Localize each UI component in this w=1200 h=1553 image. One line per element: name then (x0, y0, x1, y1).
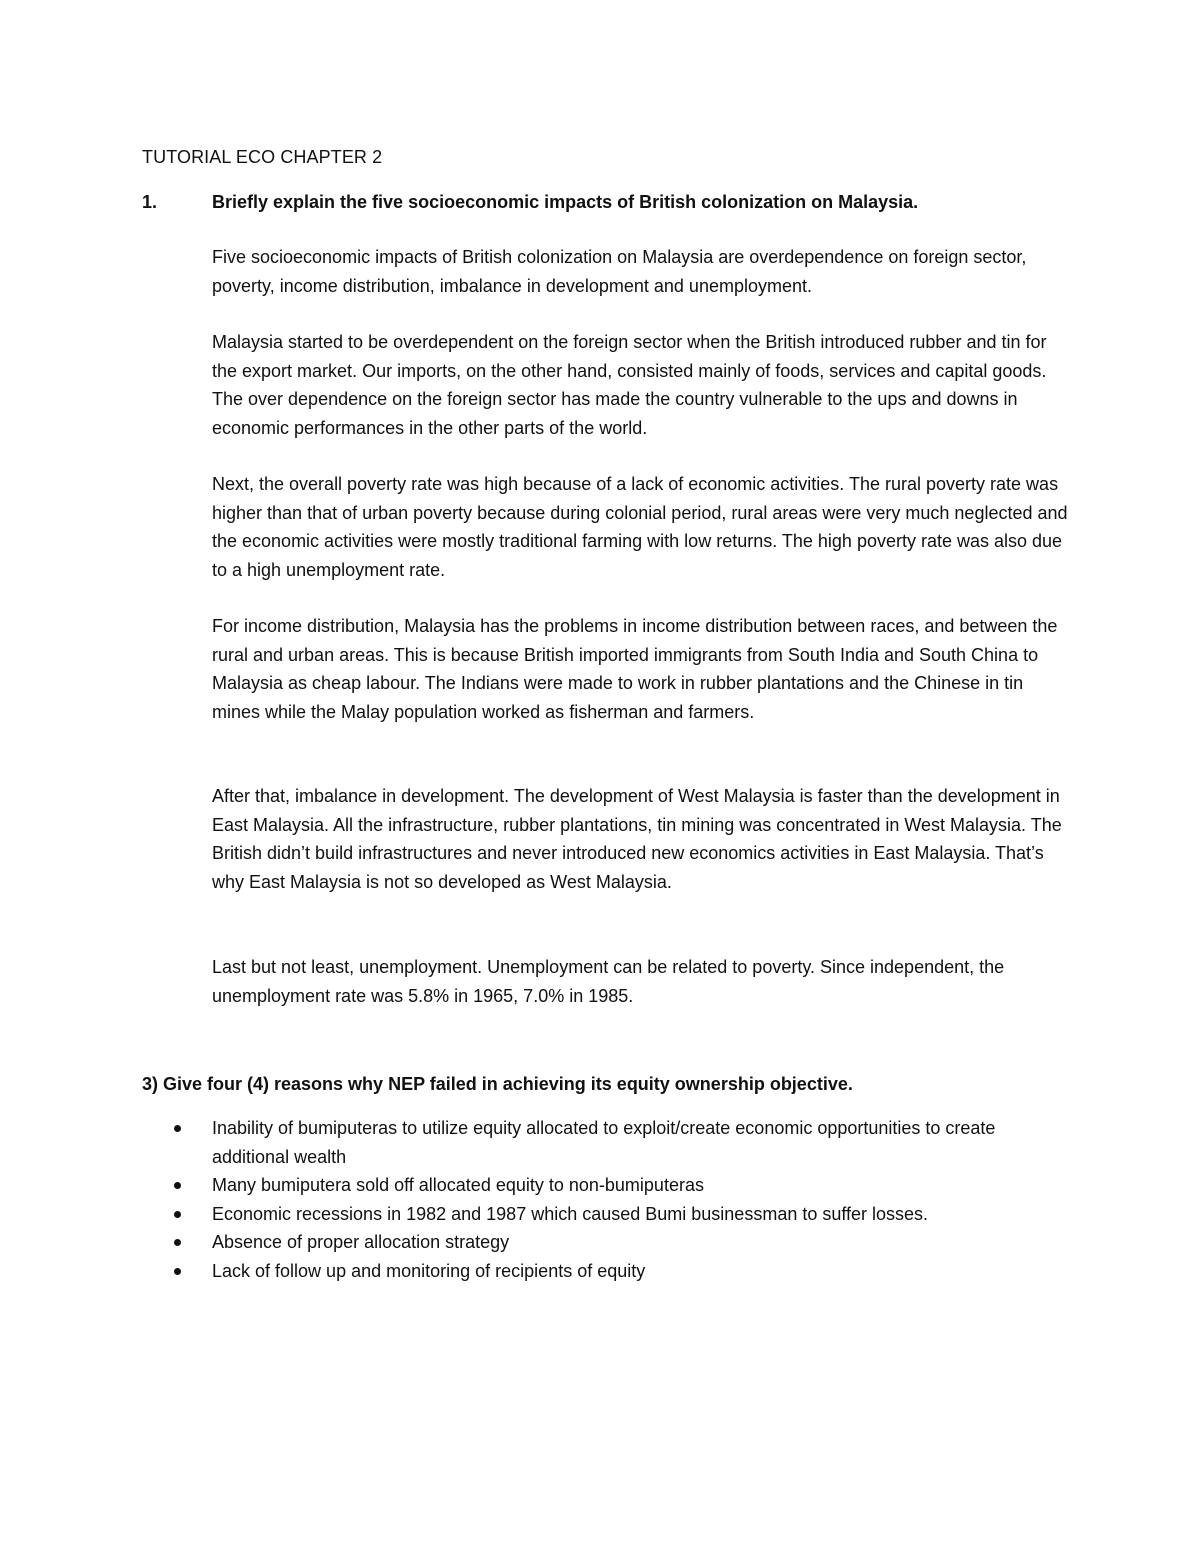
question-1-number: 1. (142, 192, 158, 212)
question-1 (142, 190, 1072, 214)
bullet-icon (174, 1125, 181, 1132)
list-item (212, 1171, 1072, 1200)
list-item (212, 1114, 1072, 1171)
list-item-text: Inability of bumiputeras to utilize equity allocated to exploit/create economic opportunities to create additional wealth (212, 1118, 996, 1167)
list-item (212, 1257, 1072, 1286)
list-item (212, 1200, 1072, 1229)
list-item-text: Many bumiputera sold off allocated equity to non-bumiputeras (212, 1175, 704, 1195)
bullet-icon (174, 1239, 181, 1246)
list-item-text: Lack of follow up and monitoring of recipients of equity (212, 1260, 646, 1281)
answer-1-paragraph-poverty: Next, the overall poverty rate was high because of a lack of economic activities. The rural poverty rate was higher than that of urban poverty because during colonial period, rural areas were very much neglected and the economic activities were mostly traditional farming with low returns. The high poverty rate was also due to a high unemployment rate. (212, 474, 1068, 580)
bullet-icon (174, 1182, 181, 1189)
answer-3-bullet-list (212, 1114, 1072, 1285)
answer-1-paragraph-unemployment: Last but not least, unemployment. Unemployment can be related to poverty. Since independent, the unemployment rate was 5.8% in 1965, 7.0% in 1985. (212, 957, 1005, 1006)
bullet-icon (174, 1268, 181, 1275)
answer-1-paragraph-intro: Five socioeconomic impacts of British colonization on Malaysia are overdependence on foreign sector, poverty, income distribution, imbalance in development and unemployment. (212, 247, 1027, 296)
list-item-text: Absence of proper allocation strategy (212, 1232, 510, 1252)
question-1-text: Briefly explain the five socioeconomic impacts of British colonization on Malaysia. (212, 192, 919, 212)
list-item (212, 1228, 1072, 1257)
answer-1-paragraph-income-distribution: For income distribution, Malaysia has the problems in income distribution between races, and between the rural and urban areas. This is because British imported immigrants from South India and South China to Malaysia as cheap labour. The Indians were made to work in rubber plantations and the Chinese in tin mines while the Malay population worked as fisherman and farmers. (212, 616, 1058, 722)
bullet-icon (174, 1211, 181, 1218)
document-title: TUTORIAL ECO CHAPTER 2 (142, 147, 383, 167)
question-3: 3) Give four (4) reasons why NEP failed in achieving its equity ownership objective. (142, 1074, 853, 1094)
answer-1-paragraph-imbalance-development: After that, imbalance in development. The development of West Malaysia is faster than the development in East Malaysia. All the infrastructure, rubber plantations, tin mining was concentrated in West Malaysia. The British didn’t build infrastructures and never introduced new economics activities in East Malaysia. That’s why East Malaysia is not so developed as West Malaysia. (212, 786, 1062, 892)
answer-1-paragraph-foreign-sector: Malaysia started to be overdependent on the foreign sector when the British introduced rubber and tin for the export market. Our imports, on the other hand, consisted mainly of foods, services and capital goods. The over dependence on the foreign sector has made the country vulnerable to the ups and downs in economic performances in the other parts of the world. (212, 332, 1047, 438)
list-item-text: Economic recessions in 1982 and 1987 which caused Bumi businessman to suffer losses. (212, 1203, 929, 1224)
